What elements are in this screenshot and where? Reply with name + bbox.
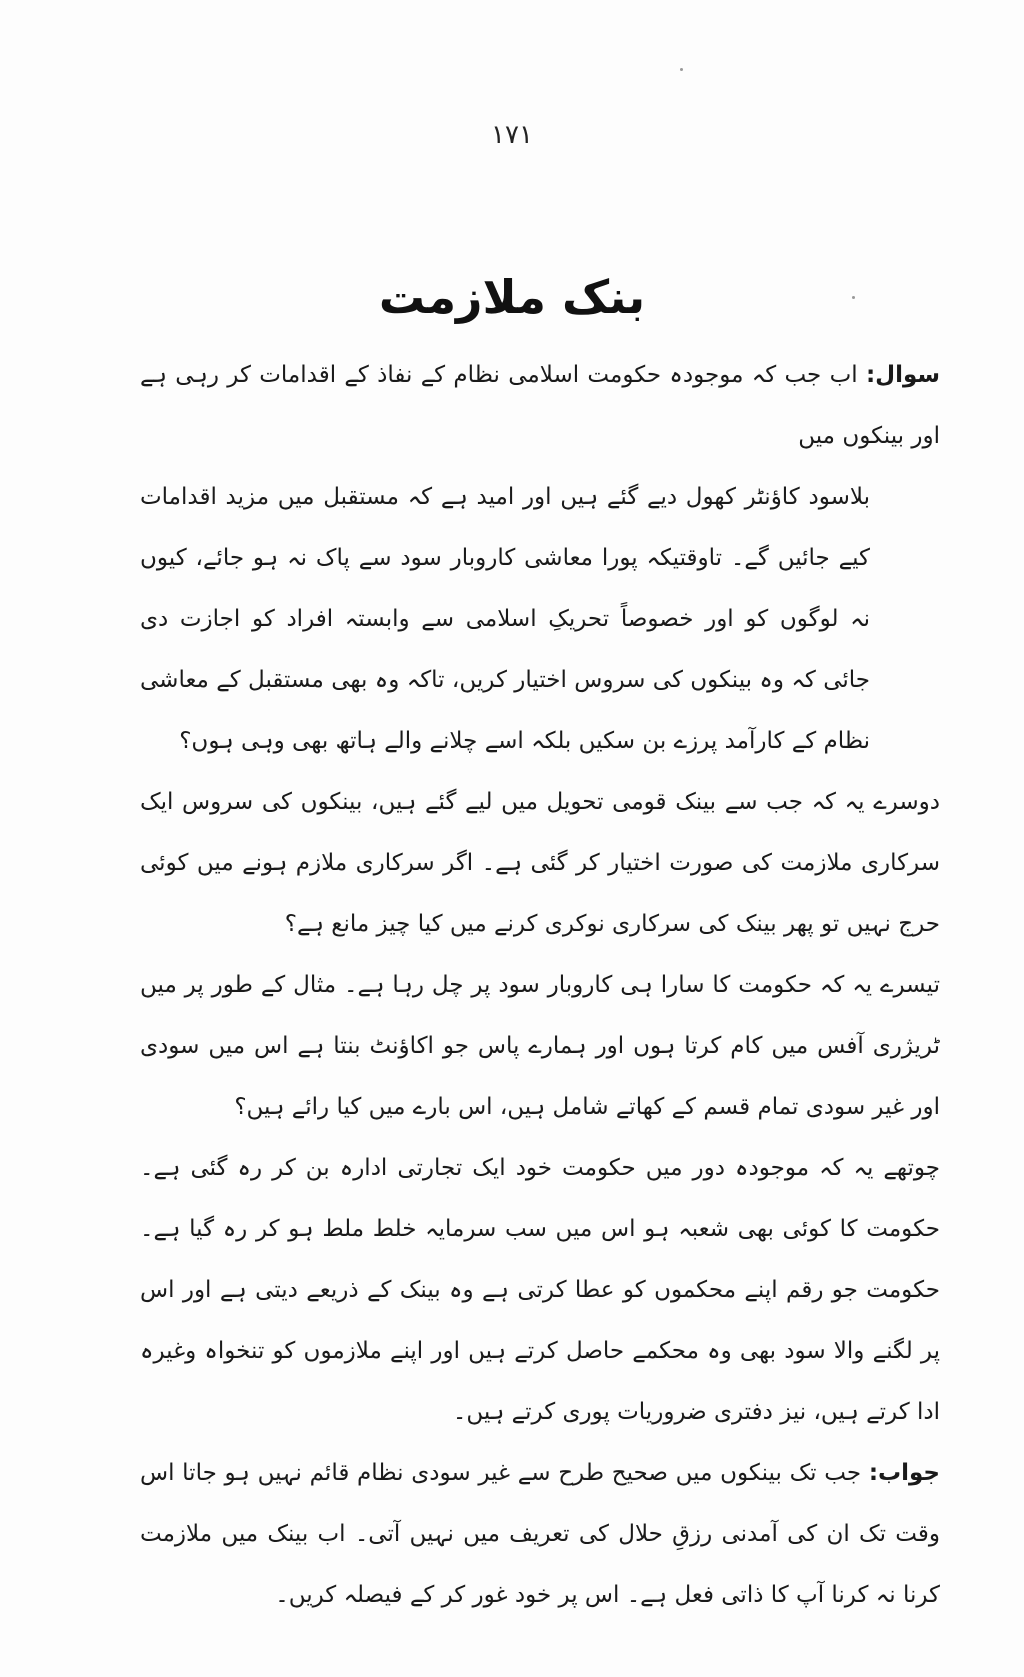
article-body [140,345,940,1626]
answer-label: جواب: [868,1460,941,1486]
question-paragraph-continuation [140,467,940,772]
question-first-line [140,345,940,467]
question-intro-rest: بلاسود کاؤنٹر کھول دیے گئے ہیں اور امید ہے کہ مستقبل میں مزید اقدامات کیے جائیں گے۔ تاوقتیکہ پورا معاشی کاروبار سود سے پاک نہ ہو جائے، کیوں نہ لوگوں کو اور خصوصاً تحریکِ اسلامی سے وابستہ افراد کو اجازت دی جائی کہ وہ بینکوں کی سروس اختیار کریں، تاکہ وہ بھی مستقبل کے معاشی نظام کے کارآمد پرزے بن سکیں بلکہ اسے چلانے والے ہاتھ بھی وہی ہوں؟ [140,484,870,754]
question-paragraph [140,345,940,467]
question-second-text: دوسرے یہ کہ جب سے بینک قومی تحویل میں لیے گئے ہیں، بینکوں کی سروس ایک سرکاری ملازمت کی صورت اختیار کر گئی ہے۔ اگر سرکاری ملازم ہونے میں کوئی حرج نہیں تو پھر بینک کی سرکاری نوکری کرنے میں کیا چیز مانع ہے؟ [140,789,940,937]
answer-text: جب تک بینکوں میں صحیح طرح سے غیر سودی نظام قائم نہیں ہو جاتا اس وقت تک ان کی آمدنی رزقِ حلال کی تعریف میں نہیں آتی۔ اب بینک میں ملازمت کرنا نہ کرنا آپ کا ذاتی فعل ہے۔ اس پر خود غور کر کے فیصلہ کریں۔ [140,1460,940,1608]
question-second-point [140,772,940,955]
question-third-text: تیسرے یہ کہ حکومت کا سارا ہی کاروبار سود پر چل رہا ہے۔ مثال کے طور پر میں ٹریژری آفس میں کام کرتا ہوں اور ہمارے پاس جو اکاؤنٹ بنتا ہے اس میں سودی اور غیر سودی تمام قسم کے کھاتے شامل ہیں، اس بارے میں کیا رائے ہیں؟ [140,972,940,1120]
page-title: بنک ملازمت [378,270,646,324]
scan-speck [680,68,683,71]
question-label: سوال: [865,362,941,388]
answer-paragraph [140,1443,940,1626]
question-intro-first-line: اب جب کہ موجودہ حکومت اسلامی نظام کے نفاذ کے اقدامات کر رہی ہے اور بینکوں میں [140,362,940,449]
question-fourth-text: چوتھے یہ کہ موجودہ دور میں حکومت خود ایک تجارتی ادارہ بن کر رہ گئی ہے۔ حکومت کا کوئی بھی شعبہ ہو اس میں سب سرمایہ خلط ملط ہو کر رہ گیا ہے۔ حکومت جو رقم اپنے محکموں کو عطا کرتی ہے وہ بینک کے ذریعے دیتی ہے اور اس پر لگنے والا سود بھی وہ محکمے حاصل کرتے ہیں اور اپنے ملازموں کو تنخواہ وغیرہ ادا کرتے ہیں، نیز دفتری ضروریات پوری کرتے ہیں۔ [140,1155,940,1425]
question-fourth-point [140,1138,940,1443]
question-third-point [140,955,940,1138]
page-number: ۱۷۱ [491,120,533,150]
